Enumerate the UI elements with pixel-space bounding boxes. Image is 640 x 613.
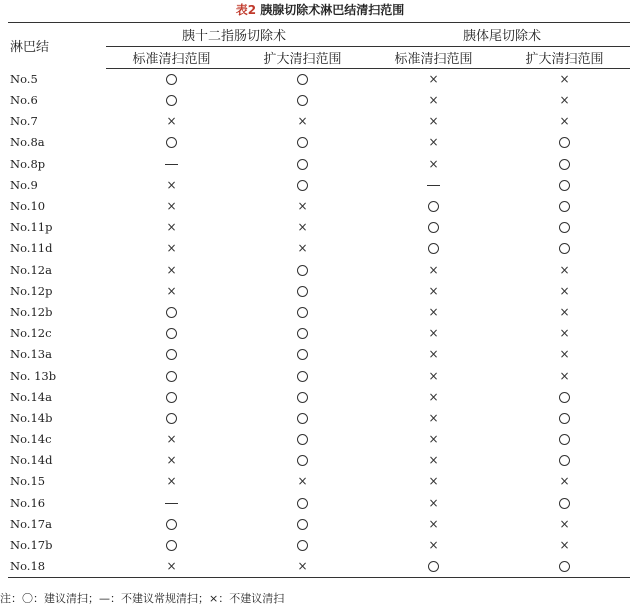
cell-dp-extended bbox=[499, 429, 630, 450]
cell-pd-standard bbox=[106, 323, 237, 344]
table-row bbox=[8, 471, 630, 492]
cross-mark: × bbox=[559, 368, 570, 383]
cell-pd-extended bbox=[237, 514, 368, 535]
cross-mark: × bbox=[297, 474, 308, 489]
circle-mark bbox=[559, 498, 570, 509]
node-label: No.16 bbox=[10, 495, 46, 510]
cross-mark: × bbox=[166, 559, 177, 574]
lymph-node-table bbox=[8, 22, 630, 578]
cross-mark: × bbox=[428, 262, 439, 277]
cell-dp-extended bbox=[499, 238, 630, 259]
cell-dp-standard bbox=[368, 365, 499, 386]
cell-pd-standard bbox=[106, 132, 237, 153]
table-row bbox=[8, 175, 630, 196]
node-label: No.12p bbox=[10, 283, 53, 298]
table-caption bbox=[0, 2, 640, 18]
cell-pd-standard bbox=[106, 493, 237, 514]
cell-pd-standard bbox=[106, 365, 237, 386]
cross-mark: × bbox=[559, 283, 570, 298]
cell-pd-standard bbox=[106, 302, 237, 323]
cell-pd-standard bbox=[106, 175, 237, 196]
cell-pd-extended bbox=[237, 111, 368, 132]
cell-pd-extended bbox=[237, 471, 368, 492]
cell-pd-extended bbox=[237, 132, 368, 153]
cell-dp-standard bbox=[368, 493, 499, 514]
circle-mark bbox=[297, 137, 308, 148]
cross-mark: × bbox=[428, 538, 439, 553]
cell-pd-extended bbox=[237, 493, 368, 514]
node-label: No.9 bbox=[10, 177, 38, 192]
cell-pd-standard bbox=[106, 344, 237, 365]
cell-dp-standard bbox=[368, 154, 499, 175]
cross-mark: × bbox=[166, 474, 177, 489]
cell-dp-standard bbox=[368, 450, 499, 471]
caption-number: 表2 bbox=[235, 3, 257, 17]
cross-mark: × bbox=[428, 135, 439, 150]
node-label: No.12c bbox=[10, 326, 52, 341]
cell-pd-extended bbox=[237, 260, 368, 281]
node-label: No.14b bbox=[10, 410, 53, 425]
table-row bbox=[8, 281, 630, 302]
node-label: No.8a bbox=[10, 135, 45, 150]
cell-pd-extended bbox=[237, 238, 368, 259]
cross-mark: × bbox=[166, 283, 177, 298]
subheader-dp-standard: 标准清扫范围 bbox=[368, 47, 499, 69]
circle-mark bbox=[559, 222, 570, 233]
cell-pd-extended bbox=[237, 302, 368, 323]
cell-dp-extended bbox=[499, 111, 630, 132]
cross-mark: × bbox=[428, 389, 439, 404]
node-label: No.11d bbox=[10, 241, 53, 256]
cell-pd-extended bbox=[237, 556, 368, 578]
circle-mark bbox=[297, 265, 308, 276]
cell-dp-standard bbox=[368, 111, 499, 132]
cell-pd-extended bbox=[237, 344, 368, 365]
circle-mark bbox=[166, 328, 177, 339]
cell-dp-extended bbox=[499, 175, 630, 196]
cell-dp-extended bbox=[499, 450, 630, 471]
table-row bbox=[8, 408, 630, 429]
circle-mark bbox=[297, 74, 308, 85]
cross-mark: × bbox=[297, 241, 308, 256]
circle-mark bbox=[559, 455, 570, 466]
subheader-dp-extended: 扩大清扫范围 bbox=[499, 47, 630, 69]
cell-pd-extended bbox=[237, 323, 368, 344]
node-label: No.13a bbox=[10, 347, 52, 362]
cross-mark: × bbox=[166, 432, 177, 447]
cell-dp-extended bbox=[499, 132, 630, 153]
circle-mark bbox=[428, 201, 439, 212]
cross-mark: × bbox=[559, 326, 570, 341]
node-label: No.10 bbox=[10, 199, 46, 214]
circle-mark bbox=[297, 95, 308, 106]
cell-dp-standard bbox=[368, 429, 499, 450]
cell-pd-standard bbox=[106, 450, 237, 471]
cell-dp-standard bbox=[368, 196, 499, 217]
cross-mark: × bbox=[166, 199, 177, 214]
cross-mark: × bbox=[428, 304, 439, 319]
node-column-header: 淋巴结 bbox=[8, 23, 106, 69]
cell-pd-standard bbox=[106, 471, 237, 492]
node-label: No.14a bbox=[10, 389, 52, 404]
caption-title: 胰腺切除术淋巴结清扫范围 bbox=[260, 3, 405, 17]
cross-mark: × bbox=[297, 559, 308, 574]
cross-mark: × bbox=[428, 283, 439, 298]
cell-dp-extended bbox=[499, 344, 630, 365]
node-label: No.15 bbox=[10, 474, 46, 489]
node-label: No.12b bbox=[10, 304, 53, 319]
cross-mark: × bbox=[428, 347, 439, 362]
dash-mark bbox=[165, 164, 178, 165]
table-row bbox=[8, 365, 630, 386]
cross-mark: × bbox=[166, 241, 177, 256]
circle-mark bbox=[166, 307, 177, 318]
table-row bbox=[8, 387, 630, 408]
node-label: No.7 bbox=[10, 114, 38, 129]
cell-dp-extended bbox=[499, 281, 630, 302]
cell-pd-standard bbox=[106, 196, 237, 217]
dash-mark bbox=[427, 185, 440, 186]
cross-mark: × bbox=[559, 262, 570, 277]
node-label: No.18 bbox=[8, 556, 106, 578]
table-footnote: 注：〇：建议清扫；—：不建议常规清扫；×：不建议清扫 bbox=[0, 592, 285, 605]
circle-mark bbox=[166, 74, 177, 85]
cross-mark: × bbox=[559, 304, 570, 319]
cell-dp-standard bbox=[368, 69, 499, 91]
cell-dp-standard bbox=[368, 323, 499, 344]
cell-pd-standard bbox=[106, 154, 237, 175]
table-row bbox=[8, 323, 630, 344]
node-label: No.14c bbox=[10, 432, 52, 447]
circle-mark bbox=[166, 392, 177, 403]
cell-pd-standard bbox=[106, 69, 237, 91]
circle-mark bbox=[297, 371, 308, 382]
subheader-pd-extended: 扩大清扫范围 bbox=[237, 47, 368, 69]
table-row bbox=[8, 302, 630, 323]
circle-mark bbox=[166, 540, 177, 551]
cross-mark: × bbox=[166, 177, 177, 192]
circle-mark bbox=[297, 180, 308, 191]
circle-mark bbox=[559, 392, 570, 403]
cell-dp-standard bbox=[368, 175, 499, 196]
node-label: No. 13b bbox=[10, 368, 57, 383]
table-row bbox=[8, 429, 630, 450]
circle-mark bbox=[297, 498, 308, 509]
table-row bbox=[8, 514, 630, 535]
dash-mark bbox=[165, 503, 178, 504]
circle-mark bbox=[559, 561, 570, 572]
cell-dp-standard bbox=[368, 556, 499, 578]
cross-mark: × bbox=[428, 326, 439, 341]
circle-mark bbox=[428, 561, 439, 572]
cell-dp-extended bbox=[499, 302, 630, 323]
cross-mark: × bbox=[428, 453, 439, 468]
cell-dp-standard bbox=[368, 217, 499, 238]
node-label: No.17a bbox=[10, 516, 52, 531]
cell-pd-extended bbox=[237, 450, 368, 471]
cell-pd-extended bbox=[237, 429, 368, 450]
circle-mark bbox=[297, 349, 308, 360]
cell-pd-standard bbox=[106, 90, 237, 111]
subheader-pd-standard: 标准清扫范围 bbox=[106, 47, 237, 69]
cell-dp-standard bbox=[368, 408, 499, 429]
circle-mark bbox=[559, 413, 570, 424]
node-label: No.17b bbox=[10, 538, 53, 553]
node-label: No.14d bbox=[10, 453, 53, 468]
group-header-pd: 胰十二指肠切除术 bbox=[106, 23, 368, 47]
table-row bbox=[8, 154, 630, 175]
table-row bbox=[8, 238, 630, 259]
cell-pd-standard bbox=[106, 556, 237, 578]
cell-dp-standard bbox=[368, 344, 499, 365]
circle-mark bbox=[297, 519, 308, 530]
circle-mark bbox=[297, 307, 308, 318]
cell-dp-standard bbox=[368, 535, 499, 556]
table-row bbox=[8, 344, 630, 365]
cell-pd-extended bbox=[237, 281, 368, 302]
circle-mark bbox=[559, 201, 570, 212]
table-row bbox=[8, 450, 630, 471]
table-row bbox=[8, 111, 630, 132]
node-label: No.5 bbox=[10, 71, 38, 86]
circle-mark bbox=[559, 243, 570, 254]
cell-dp-extended bbox=[499, 217, 630, 238]
cross-mark: × bbox=[166, 220, 177, 235]
circle-mark bbox=[428, 222, 439, 233]
circle-mark bbox=[559, 180, 570, 191]
cell-dp-extended bbox=[499, 90, 630, 111]
cell-dp-extended bbox=[499, 323, 630, 344]
cross-mark: × bbox=[559, 516, 570, 531]
circle-mark bbox=[559, 159, 570, 170]
cell-dp-extended bbox=[499, 408, 630, 429]
cross-mark: × bbox=[559, 93, 570, 108]
cell-dp-standard bbox=[368, 90, 499, 111]
circle-mark bbox=[559, 434, 570, 445]
circle-mark bbox=[297, 413, 308, 424]
cell-dp-extended bbox=[499, 69, 630, 91]
cross-mark: × bbox=[166, 453, 177, 468]
table-row bbox=[8, 217, 630, 238]
cell-pd-standard bbox=[106, 260, 237, 281]
table-row bbox=[8, 90, 630, 111]
cross-mark: × bbox=[428, 156, 439, 171]
cell-pd-standard bbox=[106, 408, 237, 429]
cell-dp-standard bbox=[368, 302, 499, 323]
circle-mark bbox=[166, 371, 177, 382]
cell-pd-extended bbox=[237, 408, 368, 429]
cell-pd-extended bbox=[237, 535, 368, 556]
cross-mark: × bbox=[559, 114, 570, 129]
cross-mark: × bbox=[428, 93, 439, 108]
circle-mark bbox=[297, 392, 308, 403]
node-label: No.6 bbox=[10, 93, 38, 108]
cell-pd-extended bbox=[237, 90, 368, 111]
cell-dp-standard bbox=[368, 471, 499, 492]
cell-pd-extended bbox=[237, 217, 368, 238]
cell-pd-standard bbox=[106, 111, 237, 132]
cell-dp-standard bbox=[368, 281, 499, 302]
cell-pd-extended bbox=[237, 154, 368, 175]
cell-dp-standard bbox=[368, 387, 499, 408]
cell-dp-extended bbox=[499, 514, 630, 535]
cell-pd-standard bbox=[106, 238, 237, 259]
circle-mark bbox=[297, 540, 308, 551]
group-header-dp: 胰体尾切除术 bbox=[368, 23, 630, 47]
cell-dp-extended bbox=[499, 196, 630, 217]
cross-mark: × bbox=[428, 432, 439, 447]
table-row bbox=[8, 556, 630, 578]
table-row bbox=[8, 493, 630, 514]
table-body bbox=[8, 69, 630, 578]
cell-dp-standard bbox=[368, 260, 499, 281]
cell-dp-extended bbox=[499, 387, 630, 408]
node-label: No.12a bbox=[10, 262, 52, 277]
circle-mark bbox=[559, 137, 570, 148]
cell-pd-extended bbox=[237, 387, 368, 408]
node-label: No.8p bbox=[10, 156, 46, 171]
cross-mark: × bbox=[166, 114, 177, 129]
circle-mark bbox=[297, 286, 308, 297]
cell-pd-standard bbox=[106, 429, 237, 450]
cross-mark: × bbox=[428, 495, 439, 510]
circle-mark bbox=[166, 95, 177, 106]
cell-dp-extended bbox=[499, 154, 630, 175]
circle-mark bbox=[297, 328, 308, 339]
cross-mark: × bbox=[559, 347, 570, 362]
cross-mark: × bbox=[428, 516, 439, 531]
circle-mark bbox=[428, 243, 439, 254]
cell-dp-standard bbox=[368, 132, 499, 153]
cell-pd-extended bbox=[237, 69, 368, 91]
table-row bbox=[8, 260, 630, 281]
cell-dp-extended bbox=[499, 365, 630, 386]
cell-dp-extended bbox=[499, 535, 630, 556]
cell-dp-extended bbox=[499, 556, 630, 578]
node-label: No.11p bbox=[10, 220, 53, 235]
cross-mark: × bbox=[428, 410, 439, 425]
cell-pd-standard bbox=[106, 217, 237, 238]
cell-pd-standard bbox=[106, 281, 237, 302]
cross-mark: × bbox=[297, 114, 308, 129]
cross-mark: × bbox=[428, 474, 439, 489]
circle-mark bbox=[297, 434, 308, 445]
cell-pd-standard bbox=[106, 514, 237, 535]
circle-mark bbox=[297, 455, 308, 466]
cross-mark: × bbox=[428, 368, 439, 383]
cell-pd-extended bbox=[237, 175, 368, 196]
cell-pd-standard bbox=[106, 387, 237, 408]
circle-mark bbox=[297, 159, 308, 170]
cross-mark: × bbox=[559, 474, 570, 489]
cell-pd-extended bbox=[237, 365, 368, 386]
cell-pd-standard bbox=[106, 535, 237, 556]
circle-mark bbox=[166, 349, 177, 360]
circle-mark bbox=[166, 137, 177, 148]
table-row bbox=[8, 196, 630, 217]
cross-mark: × bbox=[559, 538, 570, 553]
cross-mark: × bbox=[428, 72, 439, 86]
cross-mark: × bbox=[428, 114, 439, 129]
cell-dp-extended bbox=[499, 471, 630, 492]
table-row bbox=[8, 69, 630, 91]
cell-dp-standard bbox=[368, 514, 499, 535]
cell-dp-standard bbox=[368, 238, 499, 259]
cell-dp-extended bbox=[499, 493, 630, 514]
table-row bbox=[8, 535, 630, 556]
cross-mark: × bbox=[297, 199, 308, 214]
cross-mark: × bbox=[297, 220, 308, 235]
circle-mark bbox=[166, 413, 177, 424]
circle-mark bbox=[166, 519, 177, 530]
cell-pd-extended bbox=[237, 196, 368, 217]
cross-mark: × bbox=[559, 72, 570, 86]
cell-dp-extended bbox=[499, 260, 630, 281]
table-row bbox=[8, 132, 630, 153]
cross-mark: × bbox=[166, 262, 177, 277]
